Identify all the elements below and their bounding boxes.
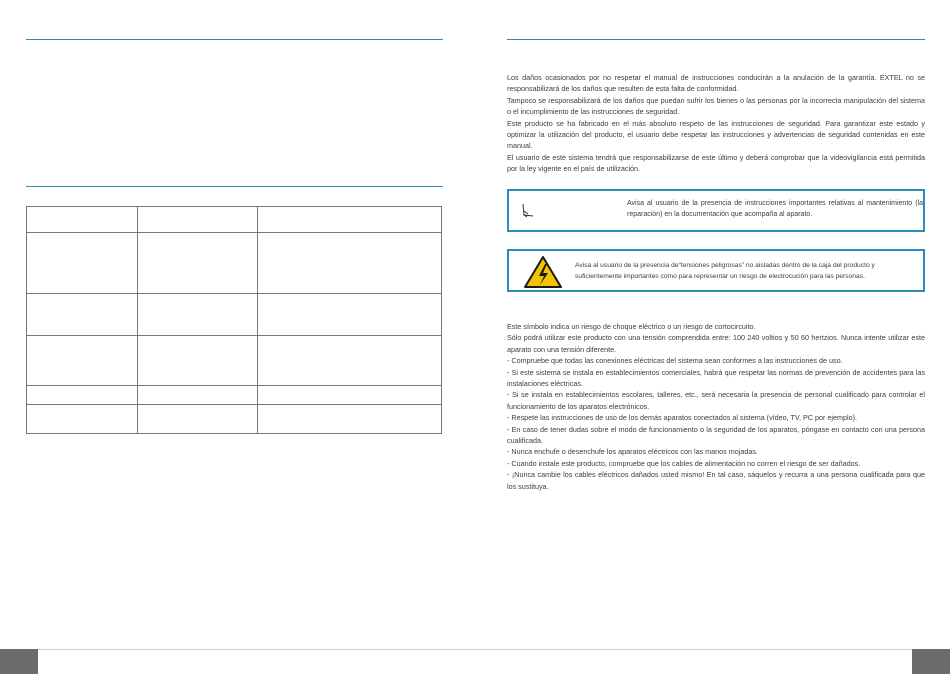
- left-section-rule: [26, 186, 443, 187]
- safety-paragraph: - Cuando instale este producto, compruebe que los cables de alimentación no corren el riesgo de ser dañados.: [507, 458, 861, 468]
- specifications-table: [26, 206, 442, 434]
- table-cell: [27, 233, 138, 294]
- table-cell: [27, 207, 138, 233]
- table-row: [27, 336, 442, 386]
- table-cell: [138, 405, 258, 434]
- table-cell: [27, 294, 138, 336]
- table-cell: [258, 405, 442, 434]
- table-row: [27, 207, 442, 233]
- intro-paragraph: Tampoco se responsabilizará de los daños que puedan sufrir los bienes o las personas por la incorrecta manipulación del sistema o el incumplimiento de las instrucciones de seguridad.: [507, 95, 925, 117]
- table-cell: [27, 405, 138, 434]
- safety-text: [507, 321, 925, 492]
- table-cell: [27, 336, 138, 386]
- safety-paragraph: - Respete las instrucciones de uso de los demás aparatos conectados al sistema (vídeo, TV, PC por ejemplo).: [507, 413, 857, 423]
- safety-paragraph: - En caso de tener dudas sobre el modo de funcionamiento o la seguridad de los aparatos, póngase en contacto con una persona cualificada.: [507, 424, 925, 446]
- table-cell: [258, 336, 442, 386]
- table-cell: [258, 386, 442, 405]
- safety-paragraph: - ¡Nunca cambie los cables eléctricos dañados usted mismo! En tal caso, sáquelos y recurra a una persona cualificada para que los sustituya.: [507, 470, 925, 491]
- maintenance-notice-text: Avisa al usuario de la presencia de instrucciones importantes relativas al mantenimiento (la reparación) en la documentación que acompaña al aparato.: [627, 200, 923, 218]
- safety-paragraph: - Si se instala en establecimientos escolares, talleres, etc., será necesaria la presencia de personal cualificado para controlar el funcionamiento de los aparatos electrónicos.: [507, 390, 925, 411]
- voltage-notice-text: Avisa al usuario de la presencia de“tensiones peligrosas” no aisladas dentro de la caja del producto y suficientemente importantes como para representar un riesgo de electrocución para las personas.: [575, 262, 875, 280]
- table-cell: [138, 336, 258, 386]
- intro-paragraph: El usuario de este sistema tendrá que responsabilizarse de este último y deberá comprobar que la videovigilancia está permitida por la ley vigente en el país de utilización.: [507, 152, 925, 174]
- table-row: [27, 405, 442, 434]
- safety-paragraph: - Nunca enchufe o desenchufe los aparatos eléctricos con las manos mojadas.: [507, 447, 758, 457]
- safety-paragraph: - Compruebe que todas las conexiones eléctricas del sistema sean conformes a las instrucciones de uso.: [507, 356, 843, 366]
- table-row: [27, 386, 442, 405]
- right-top-rule: [507, 39, 925, 40]
- intro-text: [507, 72, 925, 175]
- intro-paragraph: Los daños ocasionados por no respetar el manual de instrucciones conducirán a la anulación de la garantía. EXTEL no se responsabilizará de los daños que resulten de esta falta de conformidad.: [507, 73, 925, 94]
- table-row: [27, 233, 442, 294]
- table-cell: [138, 386, 258, 405]
- dangerous-voltage-notice: [507, 249, 925, 292]
- table-cell: [258, 207, 442, 233]
- high-voltage-warning-icon: [523, 255, 563, 294]
- safety-paragraph: Este símbolo indica un riesgo de choque eléctrico o un riesgo de cortocircuito.: [507, 322, 756, 331]
- left-top-rule: [26, 39, 443, 40]
- footer-rule: [38, 649, 912, 650]
- maintenance-instructions-notice: [507, 189, 925, 232]
- table-row: [27, 294, 442, 336]
- safety-paragraph: - Si este sistema se instala en establecimientos comerciales, habrá que respetar las normas de prevención de accidentes para las instalaciones eléctricas.: [507, 367, 925, 389]
- safety-paragraph: Sólo podrá utilizar este producto con una tensión comprendida entre: 100 240 voltios y 50 60 hertzios. Nunca intente utilizar este aparato con una tensión diferente.: [507, 333, 925, 354]
- table-cell: [138, 294, 258, 336]
- manual-hand-icon: [521, 203, 535, 224]
- table-cell: [138, 233, 258, 294]
- intro-paragraph: Este producto se ha fabricado en el más absoluto respeto de las instrucciones de seguridad. Para garantizar este estado y optimizar la utilización del producto, el usuario debe respetar las instrucciones y advertencias de seguridad contenidas en este manual.: [507, 118, 925, 151]
- table-cell: [27, 386, 138, 405]
- table-cell: [138, 207, 258, 233]
- table-cell: [258, 233, 442, 294]
- left-page-footer-tab: [0, 649, 38, 674]
- table-cell: [258, 294, 442, 336]
- right-page-footer-tab: [912, 649, 950, 674]
